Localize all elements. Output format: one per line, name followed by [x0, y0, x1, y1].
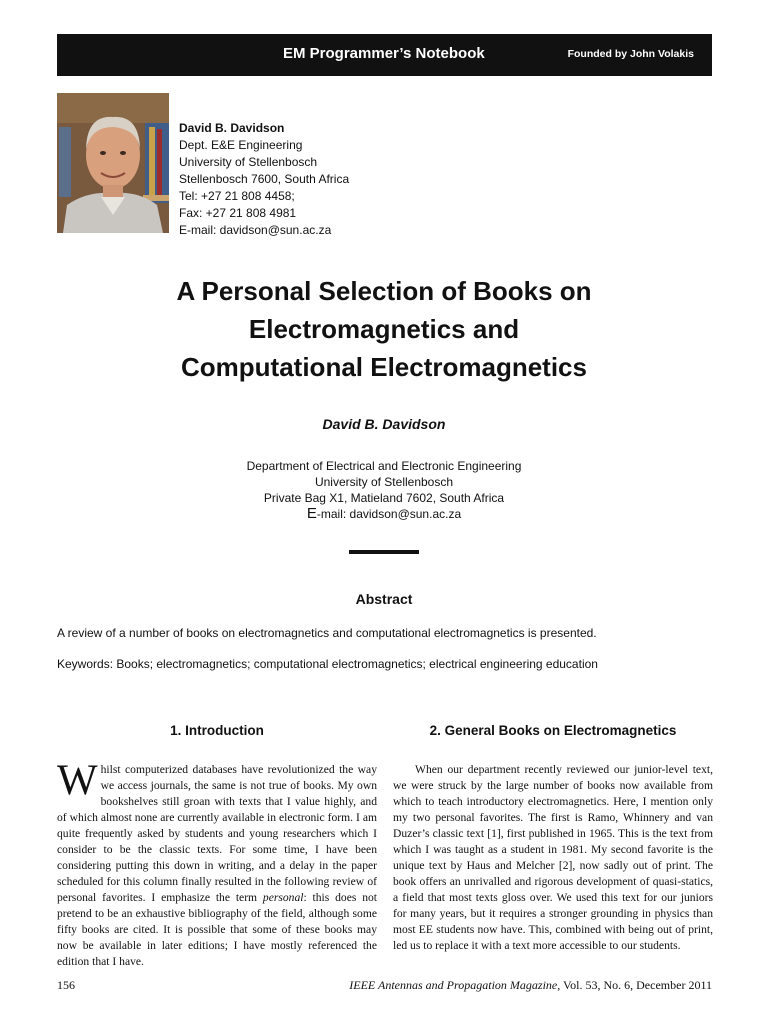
author-affiliation	[0, 458, 768, 522]
intro-heading: 1. Introduction	[170, 723, 264, 738]
intro-emphasis: personal	[262, 891, 304, 904]
journal-name: IEEE Antennas and Propagation Magazine,	[349, 978, 561, 992]
editor-fax: Fax: +27 21 808 4981	[179, 206, 297, 220]
editor-photo	[57, 93, 169, 233]
affiliation-address: Private Bag X1, Matieland 7602, South Africa	[263, 491, 505, 505]
journal-issue: Vol. 53, No. 6, December 2011	[560, 978, 712, 992]
editor-address: Stellenbosch 7600, South Africa	[179, 172, 350, 186]
title-line: Computational Electromagnetics	[181, 352, 587, 382]
editor-name: David B. Davidson	[179, 121, 285, 135]
intro-column	[57, 757, 378, 970]
journal-citation	[349, 978, 712, 993]
general-books-column	[393, 762, 713, 954]
intro-text-part2: : this does not pretend to be an exhaustive bibliography of the field, although some fifty books are cited. It is possible that some of these books may now be available in later editions; I have mostly referenced the edition that I have.	[57, 891, 378, 968]
page-number: 156	[57, 978, 75, 992]
intro-paragraph	[57, 757, 378, 970]
editor-department: Dept. E&E Engineering	[179, 138, 303, 152]
editor-email: E-mail: davidson@sun.ac.za	[179, 223, 332, 237]
column-title: EM Programmer’s Notebook	[283, 45, 485, 62]
general-books-paragraph: When our department recently reviewed our junior-level text, we were struck by the large number of books now available from which to teach introductory electromagnetics. Here, I mention only my two personal favorites. The first is Ramo, Whinnery and van Duzer’s classic text [1], first published in 1965. This is the text from which I was taught as a student in 1981. My second favorite is the unique text by Haus and Melcher [2], now sadly out of print. The book offers an unrivalled and rigorous development of quasi-statics, a field that most texts gloss over. We used this text for our juniors for many years, but it requires a stronger grounding in physics than most EE students now have. This, combined with being out of print, led us to replace it with a text more accessible to our students.	[393, 763, 713, 952]
affiliation-department: Department of Electrical and Electronic Engineering	[246, 459, 522, 473]
abstract-text: A review of a number of books on electromagnetics and computational electromagnetics is presented.	[57, 626, 597, 640]
article-author: David B. Davidson	[322, 416, 446, 432]
title-line: A Personal Selection of Books on	[176, 276, 592, 306]
column-banner	[57, 34, 712, 76]
email-initial: E	[306, 505, 317, 522]
founder-credit: Founded by John Volakis	[567, 48, 694, 60]
general-books-heading: 2. General Books on Electromagnetics	[429, 723, 677, 738]
section-divider	[349, 550, 419, 554]
article-title	[0, 272, 768, 386]
keywords: Keywords: Books; electromagnetics; computational electromagnetics; electrical engineering education	[57, 657, 598, 671]
drop-cap: W	[57, 757, 98, 804]
title-line: Electromagnetics and	[248, 314, 520, 344]
editor-contact	[179, 120, 349, 239]
affiliation-university: University of Stellenbosch	[314, 475, 454, 489]
affiliation-email	[0, 506, 768, 522]
abstract-heading: Abstract	[355, 591, 413, 607]
editor-tel: Tel: +27 21 808 4458;	[179, 189, 295, 203]
email-text: -mail: davidson@sun.ac.za	[316, 507, 462, 521]
editor-university: University of Stellenbosch	[179, 155, 318, 169]
intro-text-part1: hilst computerized databases have revolutionized the way we access journals, the same is not true of books. My own bookshelves still groan with texts that I value highly, and of which almost none are currently available in electronic form. I am quite frequently asked by students and young researchers which I consider to be the classic texts. For some time, I have been considering putting this down in writing, and a delay in the paper scheduled for this column finally resulted in the following review of personal favorites. I emphasize the term	[57, 763, 377, 904]
